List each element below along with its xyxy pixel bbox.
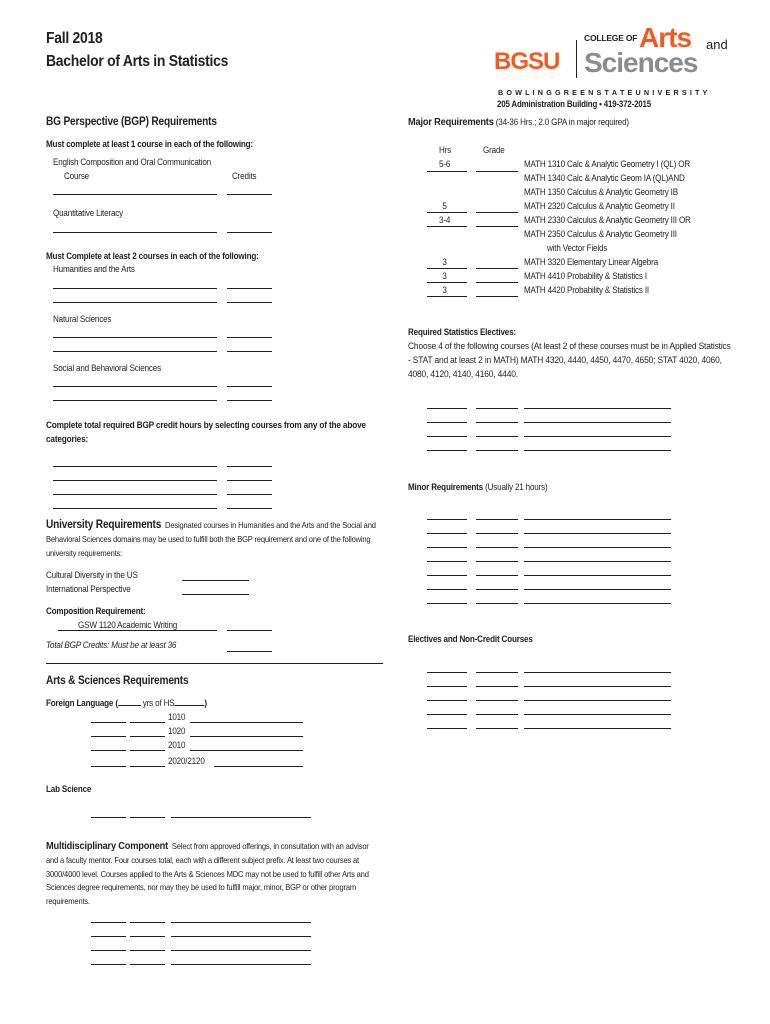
minor-hrs-field[interactable] <box>427 547 467 548</box>
noncredit-hrs-field[interactable] <box>427 686 467 687</box>
fl-2010-field[interactable] <box>130 750 165 751</box>
major-grade-field[interactable] <box>476 212 518 213</box>
major-hrs: 3 <box>442 257 447 267</box>
any-course-field[interactable] <box>53 508 217 509</box>
composition-title: Composition Requirement: <box>46 606 146 616</box>
minor-course-field[interactable] <box>524 603 671 604</box>
major-grade-field[interactable] <box>476 226 518 227</box>
any-credits-field[interactable] <box>227 480 272 481</box>
elective-hrs-field[interactable] <box>427 422 467 423</box>
minor-title: Minor Requirements <box>408 482 484 492</box>
fl-2010-field[interactable] <box>91 750 126 751</box>
minor-subtitle: (Usually 21 hours) <box>485 482 548 492</box>
mdc-grade-field[interactable] <box>130 922 165 923</box>
fl-level: 2020/2120 <box>168 756 205 766</box>
english-label: English Composition and Oral Communication <box>53 157 211 167</box>
grade-col-label: Grade <box>483 145 505 155</box>
major-hrs: 3 <box>442 271 447 281</box>
complete-total-note: Complete total required BGP credit hours by selecting courses from any of the above categories: <box>46 419 366 444</box>
minor-course-field[interactable] <box>524 561 671 562</box>
elective-hrs-field[interactable] <box>427 408 467 409</box>
major-title: Major Requirements <box>408 116 494 128</box>
minor-hrs-field[interactable] <box>427 603 467 604</box>
major-grade-field[interactable] <box>476 171 518 172</box>
social-credits-field[interactable] <box>227 400 272 401</box>
minor-course-field[interactable] <box>524 575 671 576</box>
noncredit-hrs-field[interactable] <box>427 728 467 729</box>
major-course-line: MATH 1310 Calc & Analytic Geometry I (QL) OR <box>524 159 690 169</box>
fl-level: 1020 <box>168 726 186 736</box>
arts-wordmark: Arts <box>639 22 692 53</box>
university-text: Designated courses in Humanities and the Arts and the Social and Behavioral Sciences domains may be used to fulfill both the BGP requirement and one of the following university requirements: <box>46 520 376 558</box>
course-col-label: Course <box>64 171 90 181</box>
elective-course-field[interactable] <box>524 450 671 451</box>
lab-science-label: Lab Science <box>46 784 92 794</box>
hrs-col-label: Hrs <box>439 145 452 155</box>
foreign-language-label: Foreign Language ( yrs of HS ) <box>46 698 207 708</box>
elective-hrs-field[interactable] <box>427 450 467 451</box>
minor-grade-field[interactable] <box>476 575 518 576</box>
bgp-must-one: Must complete at least 1 course in each of the following: <box>46 139 253 149</box>
humanities-course-field[interactable] <box>53 288 217 289</box>
mdc-block <box>46 840 380 909</box>
university-name: B O W L I N G G R E E N S T A T E U N I V E R S I T Y <box>498 88 708 97</box>
mdc-course-field[interactable] <box>171 936 311 937</box>
major-hrs: 3 <box>442 285 447 295</box>
mdc-hrs-field[interactable] <box>91 964 126 965</box>
major-hrs-field[interactable] <box>427 171 467 172</box>
noncredit-grade-field[interactable] <box>476 728 518 729</box>
elective-course-field[interactable] <box>524 422 671 423</box>
quant-credits-field[interactable] <box>227 232 272 233</box>
social-course-field[interactable] <box>53 400 217 401</box>
quant-course-field[interactable] <box>53 232 217 233</box>
noncredit-grade-field[interactable] <box>476 714 518 715</box>
minor-hrs-field[interactable] <box>427 561 467 562</box>
social-credits-field[interactable] <box>227 386 272 387</box>
and-wordmark: and <box>706 37 728 52</box>
elective-grade-field[interactable] <box>476 436 518 437</box>
mdc-hrs-field[interactable] <box>91 922 126 923</box>
mdc-grade-field[interactable] <box>130 950 165 951</box>
fl-1020-field[interactable] <box>130 736 165 737</box>
section-divider <box>46 663 383 664</box>
noncredit-course-field[interactable] <box>524 728 671 729</box>
lab-grade-field[interactable] <box>130 817 165 818</box>
address-line: 205 Administration Building • 419-372-2015 <box>497 99 651 109</box>
program-title: Bachelor of Arts in Statistics <box>46 53 229 70</box>
electives-title: Required Statistics Electives: <box>408 327 516 337</box>
major-course-line: MATH 4420 Probability & Statistics II <box>524 285 650 295</box>
major-hrs-field[interactable] <box>427 226 467 227</box>
bgp-must-two: Must Complete at least 2 courses in each of the following: <box>46 251 259 261</box>
english-credits-field[interactable] <box>227 194 272 195</box>
major-header <box>408 116 629 129</box>
fl-level: 1010 <box>168 712 186 722</box>
gsw-credits-field[interactable] <box>227 630 272 631</box>
major-hrs-field[interactable] <box>427 296 467 297</box>
mdc-course-field[interactable] <box>171 922 311 923</box>
mdc-grade-field[interactable] <box>130 936 165 937</box>
humanities-label: Humanities and the Arts <box>53 264 135 274</box>
major-hrs: 5 <box>442 201 447 211</box>
fl-1010-course-field[interactable] <box>190 722 303 723</box>
minor-grade-field[interactable] <box>476 561 518 562</box>
major-grade-field[interactable] <box>476 296 518 297</box>
noncredit-course-field[interactable] <box>524 700 671 701</box>
major-hrs: 3-4 <box>439 215 451 225</box>
university-block <box>46 519 380 560</box>
fl-1020-field[interactable] <box>91 736 126 737</box>
major-course-line: MATH 4410 Probability & Statistics I <box>524 271 647 281</box>
noncredit-hrs-field[interactable] <box>427 714 467 715</box>
credits-col-label: Credits <box>232 171 257 181</box>
humanities-course-field[interactable] <box>53 302 217 303</box>
mdc-text: Select from approved offerings, in consultation with an advisor and a faculty mentor. Four courses total, each with a different subject prefix. At least two courses at 3000/4000 level. Courses applied to the Arts & Sciences MDC may not be used to fulfill other Arts and Sciences degree requirements, nor may they be used to fulfill major, minor, BGP or other program requirements. <box>46 841 369 907</box>
social-label: Social and Behavioral Sciences <box>53 363 161 373</box>
fl-1020-course-field[interactable] <box>190 736 303 737</box>
major-hrs-field[interactable] <box>427 268 467 269</box>
major-hrs-field[interactable] <box>427 212 467 213</box>
sciences-wordmark: Sciences <box>584 47 698 78</box>
humanities-credits-field[interactable] <box>227 288 272 289</box>
major-course-line: with Vector Fields <box>547 243 608 253</box>
natural-course-field[interactable] <box>53 351 217 352</box>
natural-credits-field[interactable] <box>227 351 272 352</box>
noncredit-title: Electives and Non-Credit Courses <box>408 634 533 644</box>
major-course-line: MATH 2330 Calculus & Analytic Geometry III OR <box>524 215 691 225</box>
noncredit-grade-field[interactable] <box>476 686 518 687</box>
minor-hrs-field[interactable] <box>427 533 467 534</box>
major-course-line: MATH 2350 Calculus & Analytic Geometry III <box>524 229 677 239</box>
humanities-credits-field[interactable] <box>227 302 272 303</box>
minor-header <box>408 481 548 494</box>
elective-course-field[interactable] <box>524 436 671 437</box>
minor-hrs-field[interactable] <box>427 589 467 590</box>
noncredit-grade-field[interactable] <box>476 672 518 673</box>
artsci-title: Arts & Sciences Requirements <box>46 675 189 687</box>
any-credits-field[interactable] <box>227 466 272 467</box>
minor-course-field[interactable] <box>524 589 671 590</box>
bgsu-wordmark: BGSU <box>494 48 560 75</box>
bgp-title: BG Perspective (BGP) Requirements <box>46 116 217 128</box>
mdc-course-field[interactable] <box>171 964 311 965</box>
cultural-field[interactable] <box>182 580 249 581</box>
bgp-total-field[interactable] <box>227 651 272 652</box>
minor-hrs-field[interactable] <box>427 519 467 520</box>
noncredit-grade-field[interactable] <box>476 700 518 701</box>
elective-grade-field[interactable] <box>476 450 518 451</box>
fl-2020-course-field[interactable] <box>214 766 303 767</box>
gsw-underline <box>58 630 217 631</box>
minor-course-field[interactable] <box>524 547 671 548</box>
minor-grade-field[interactable] <box>476 519 518 520</box>
major-subtitle: (34-36 Hrs.; 2.0 GPA in major required) <box>495 117 629 127</box>
fl-level: 2010 <box>168 740 186 750</box>
major-course-line: MATH 2320 Calculus & Analytic Geometry II <box>524 201 675 211</box>
international-label: International Perspective <box>46 584 131 594</box>
major-course-line: MATH 1340 Calc & Analytic Geom IA (QL)AND <box>524 173 685 183</box>
minor-grade-field[interactable] <box>476 603 518 604</box>
major-hrs: 5-6 <box>439 159 451 169</box>
any-course-field[interactable] <box>53 494 217 495</box>
elective-course-field[interactable] <box>524 408 671 409</box>
mdc-grade-field[interactable] <box>130 964 165 965</box>
noncredit-course-field[interactable] <box>524 672 671 673</box>
fl-2020-field[interactable] <box>91 766 126 767</box>
cultural-label: Cultural Diversity in the US <box>46 570 138 580</box>
mdc-hrs-field[interactable] <box>91 936 126 937</box>
major-hrs-field[interactable] <box>427 282 467 283</box>
mdc-course-field[interactable] <box>171 950 311 951</box>
noncredit-hrs-field[interactable] <box>427 672 467 673</box>
natural-course-field[interactable] <box>53 337 217 338</box>
major-grade-field[interactable] <box>476 282 518 283</box>
noncredit-course-field[interactable] <box>524 714 671 715</box>
lab-course-field[interactable] <box>171 817 311 818</box>
any-credits-field[interactable] <box>227 508 272 509</box>
electives-text: Choose 4 of the following courses (At least 2 of these courses must be in Applied Statistics - STAT and at least 2 in MATH) MATH 4320, 4440, 4450, 4470, 4650; STAT 4020, 4060, 4080, 4120, 4140, 4160, 4440. <box>408 341 731 380</box>
lab-hrs-field[interactable] <box>91 817 126 818</box>
bgp-total-label: Total BGP Credits: Must be at least 36 <box>46 640 177 650</box>
fl-1010-field[interactable] <box>130 722 165 723</box>
social-course-field[interactable] <box>53 386 217 387</box>
fl-2020-field[interactable] <box>130 766 165 767</box>
major-grade-field[interactable] <box>476 268 518 269</box>
any-credits-field[interactable] <box>227 494 272 495</box>
college-of-label: COLLEGE OF <box>584 33 638 43</box>
university-title: University Requirements <box>46 519 162 531</box>
natural-credits-field[interactable] <box>227 337 272 338</box>
minor-grade-field[interactable] <box>476 547 518 548</box>
minor-course-field[interactable] <box>524 533 671 534</box>
gsw-course: GSW 1120 Academic Writing <box>78 620 178 630</box>
elective-grade-field[interactable] <box>476 422 518 423</box>
mdc-title: Multidisciplinary Component <box>46 840 169 852</box>
minor-course-field[interactable] <box>524 519 671 520</box>
term-title: Fall 2018 <box>46 30 103 47</box>
fl-1010-field[interactable] <box>91 722 126 723</box>
quant-label: Quantitative Literacy <box>53 208 124 218</box>
noncredit-hrs-field[interactable] <box>427 700 467 701</box>
mdc-hrs-field[interactable] <box>91 950 126 951</box>
any-course-field[interactable] <box>53 480 217 481</box>
noncredit-course-field[interactable] <box>524 686 671 687</box>
major-course-line: MATH 1350 Calculus & Analytic Geometry IB <box>524 187 678 197</box>
any-course-field[interactable] <box>53 466 217 467</box>
international-field[interactable] <box>182 594 249 595</box>
elective-grade-field[interactable] <box>476 408 518 409</box>
major-course-line: MATH 3320 Elementary Linear Algebra <box>524 257 658 267</box>
minor-grade-field[interactable] <box>476 589 518 590</box>
elective-hrs-field[interactable] <box>427 436 467 437</box>
fl-2010-course-field[interactable] <box>190 750 303 751</box>
natural-label: Natural Sciences <box>53 314 112 324</box>
english-course-field[interactable] <box>53 194 217 195</box>
minor-hrs-field[interactable] <box>427 575 467 576</box>
minor-grade-field[interactable] <box>476 533 518 534</box>
